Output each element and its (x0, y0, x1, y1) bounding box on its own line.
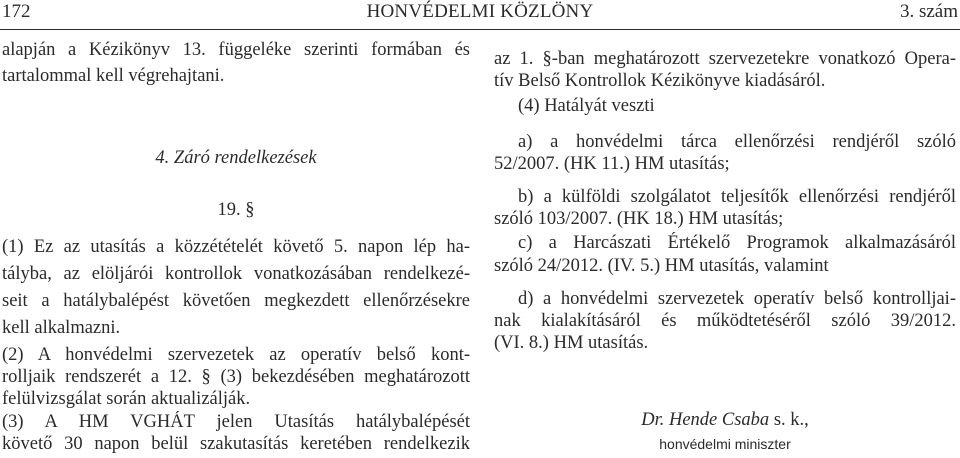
text-line: tartalommal kell végrehajtani. (2, 66, 225, 86)
signature-name: Dr. Hende Csaba (641, 410, 770, 430)
text-line: tív Belső Kontrollok Kézikönyve kiadásáról. (494, 71, 826, 91)
paragraph-heading: 19. § (217, 200, 255, 220)
text-line: szóló 24/2012. (IV. 5.) HM utasítás, valamint (494, 256, 829, 276)
text-line: (3) A HM VGHÁT jelen Utasítás hatálybalépését (2, 412, 470, 432)
text-line: alapján a Kézikönyv 13. függeléke szerinti formában és (2, 40, 470, 60)
text-line: seit a hatálybalépést követően megkezdett ellenőrzésekre (2, 291, 470, 311)
issue-number: 3. szám (899, 1, 958, 22)
signature (494, 409, 956, 431)
text-line: felülvizsgálat során aktualizálják. (2, 389, 251, 409)
text-line: (4) Hatályát veszti (518, 96, 655, 116)
list-item-a: a) a honvédelmi tárca ellenőrzési rendjéről szóló (518, 132, 956, 152)
list-item-b: b) a külföldi szolgálatot teljesítők ellenőrzési rendjéről (518, 187, 956, 207)
text-line: 52/2007. (HK 11.) HM utasítás; (494, 154, 730, 174)
text-line: követő 30 napon belül szakutasítás keretében rendelkezik (2, 434, 470, 454)
text-line: szóló 103/2007. (HK 18.) HM utasítás; (494, 209, 784, 229)
page-number: 172 (2, 1, 31, 22)
section-heading: 4. Záró rendelkezések (155, 148, 317, 168)
signature-title: honvédelmi miniszter (659, 436, 791, 452)
list-item-d: d) a honvédelmi szervezetek operatív belső kontrolljai- (518, 289, 956, 309)
text-line: rolljaik rendszerét a 12. § (3) bekezdésében meghatározott (2, 367, 470, 387)
text-line: nak kialakításáról és működtetéséről szóló 39/2012. (494, 311, 956, 331)
text-line: (VI. 8.) HM utasítás. (494, 333, 649, 353)
page-header (0, 0, 960, 30)
journal-title: HONVÉDELMI KÖZLÖNY (366, 1, 594, 22)
text-line: tályba, az elöljárói kontrollok vonatkozásában rendelkezé- (2, 264, 470, 284)
text-line: (1) Ez az utasítás a közzétételét követő 5. napon lép ha- (2, 237, 470, 257)
text-line: (2) A honvédelmi szervezetek az operatív belső kont- (2, 345, 470, 365)
list-item-c: c) a Harcászati Értékelő Programok alkalmazásáról (518, 233, 956, 253)
text-line: az 1. §-ban meghatározott szervezetekre vonatkozó Opera- (494, 49, 956, 69)
signature-suffix: s. k., (773, 410, 809, 430)
text-line: kell alkalmazni. (2, 318, 121, 338)
